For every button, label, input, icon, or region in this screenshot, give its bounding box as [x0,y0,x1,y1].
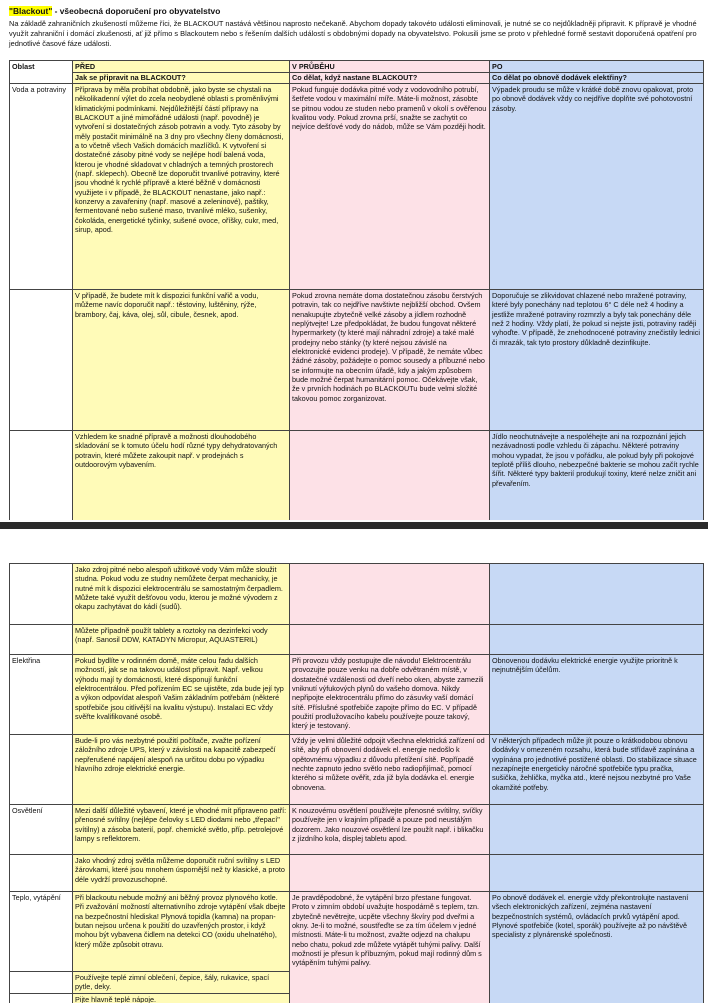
before-cell: Při blackoutu nebude možný ani běžný provoz plynového kotle. Při zvažování možností alternativního zdroje vytápění však dbejte na bezpečnostní hlediska! Plynová topidla (kamna) na propan-butan nejsou určena k použití do uzavřených prostor, i když mohou být vybavena čidlem na detekci CO (oxidu uhelnatého), který může způsobit otravu. [73,892,290,972]
after-cell [490,805,704,855]
table-row [10,892,704,972]
during-cell [290,625,490,655]
during-cell: Pokud funguje dodávka pitné vody z vodovodního potrubí, šetřete vodou v maximální míře. Máte-li možnost, zásobte se pitnou vodou ze studen nebo pramenů v okolí s ověřenou kvalitou vody. Pokud zrovna prší, snažte se zachytit co nejvíce dešťové vody do nádob, může se Vám později hodit. [290,84,490,290]
document-page-2 [0,556,708,1003]
after-cell [490,625,704,655]
table-row [10,655,704,735]
area-cell: Voda a potraviny [10,84,73,290]
table-row [10,855,704,892]
header-area: Oblast [10,61,73,84]
after-cell: Doporučuje se zlikvidovat chlazené nebo mražené potraviny, které byly ponechány nad teplotou 6° C déle než 4 hodiny a jestliže mražené potraviny rozmrzly a byly tak ponechány déle než 2 hodiny. Vždy platí, že pokud si nejste jisti, potraviny raději vyhoďte. V případě, že znehodnocené potraviny znečistily lednici či mrazák, tak tyto prostory důkladně dezinfikujte. [490,290,704,431]
during-cell: Je pravděpodobné, že vytápění brzo přestane fungovat. Proto v zimním období uvažujte hospodárně s teplem, tzn. zbytečně nevětrejte, ucpěte všechny škvíry pod dveřmi a okny. Je-li to možné, soustřeďte se za tím účelem v jedné místnosti. Máte-li tu možnost, zvažte odjezd na chalupu nebo chatu, pokud zde můžete vytápět tuhými palivy. Další možností je přesun k příbuzným, pokud mají rodinný dům s vytápěním tuhými palivy. [290,892,490,1003]
area-cell [10,290,73,431]
recommendations-table [9,60,704,520]
before-cell: Příprava by měla probíhat obdobně, jako byste se chystali na několikadenní výlet do zcela neobydlené oblasti s proměnlivými klimatickými podmínkami. Nejdůležitější částí přípravy na BLACKOUT a jiné mimořádné události (např. povodně) je vytvoření si dostatečných zásob potravin a vody. Tyto zásoby by měly postačit minimálně na 3 dny pro všechny členy domácnosti, a to včetně všech Vašich domácích mazlíčků. K vytvoření si dostatečné zásoby pitné vody se nejlépe hodí balená voda, kterou je vhodné skladovat v chladných a temných prostorech (např. sklepech). Obecně lze doporučit trvanlivé potraviny, které jsou vhodné k rychlé přípravě a které běžně v domácnosti využijete i v případě, že BLACKOUT nenastane, jako např.: konzervy a zavařeniny (např. masové a zeleninové), paštiky, fermentované nebo sušené maso, trvanlivé mléko, sušenky, čokoláda, energetické tyčinky, sušené ovoce, oříšky, cukr, med, sirup, apod. [73,84,290,290]
area-cell: Elektřina [10,655,73,735]
intro-paragraph: Na základě zahraničních zkušeností můžeme říci, že BLACKOUT nastává většinou naprosto nečekaně. Abychom dopady takovéto události eliminovali, je nutné se co nejdůkladněji připravit. K přípravě je vhodné využít zahraniční i domácí zkušenosti, ať již přímo s Blackoutem nebo s řešením dalších událostí s obdobnými dopady na obyvatelstvo. Pokusili jsme se proto v přehledné formě sestavit doporučená opatření pro jednotlivé časové fáze události. [9,19,697,48]
after-cell: Po obnově dodávek el. energie vždy překontrolujte nastavení všech elektronických zařízení, zejména nastavení bezpečnostních systémů, ovládacích prvků vytápění apod. Plynové spotřebiče (kotel, sporák) používejte až po návštěvě specialisty z plynárenské společnosti. [490,892,704,1003]
table-row [10,805,704,855]
recommendations-table-continued [9,563,704,1003]
table-row [10,290,704,431]
table-row [10,735,704,805]
header-after: PO Co dělat po obnově dodávek elektřiny? [490,61,704,84]
page-separator [0,522,708,529]
before-cell: Mezi další důležité vybavení, které je vhodné mít připraveno patří: přenosné svítilny (nejlépe čelovky s LED diodami nebo „třepací" svítilny) a zásoba baterií, popř. chemické světlo, příp. petrolejové lampy s reflektorem. [73,805,290,855]
header-before: PŘED Jak se připravit na BLACKOUT? [73,61,290,84]
after-cell: Výpadek proudu se může v krátké době znovu opakovat, proto po obnově dodávek vždy co nejdříve doplňte své pohotovostní zásoby. [490,84,704,290]
before-cell: Pijte hlavně teplé nápoje. [73,994,290,1003]
after-cell: Jídlo neochutnávejte a nespoléhejte ani na rozpoznání jejich nezávadnosti podle vzhledu či zápachu. Některé potraviny mohou vypadat, že jsou v pořádku, ale pokud byly při pokojové teplotě příliš dlouho, nebezpečné bakterie se mohou začít rychle šířit. Některé typy bakterií produkují toxiny, které nelze zničit ani převařením. [490,431,704,521]
before-cell: Bude-li pro vás nezbytné použití počítače, zvažte pořízení záložního zdroje UPS, který v závislosti na kapacitě zabezpečí nepřerušené napájení alespoň na určitou dobu po výpadku hlavního zdroje elektrické energie. [73,735,290,805]
after-cell: Obnovenou dodávku elektrické energie využijte prioritně k nejnutnějším účelům. [490,655,704,735]
before-cell: V případě, že budete mít k dispozici funkční vařič a vodu, můžeme navíc doporučit např.: těstoviny, luštěniny, rýže, brambory, čaj, káva, olej, sůl, cibule, česnek, apod. [73,290,290,431]
during-cell: Vždy je velmi důležité odpojit všechna elektrická zařízení od sítě, aby při obnovení dodávek el. energie nedošlo k opětovnému výpadku z důvodu přetížení sítě. Popřípadě nechte zapnuto jedno světlo nebo radiopřijímač, pomocí kterého si můžete ověřit, zda již byla dodávka el. energie obnovena. [290,735,490,805]
area-cell: Teplo, vytápění [10,892,73,972]
during-cell [290,564,490,625]
area-cell [10,625,73,655]
table-row [10,431,704,521]
header-during: V PRŮBĚHU Co dělat, když nastane BLACKOUT? [290,61,490,84]
area-cell [10,855,73,892]
before-cell: Jako vhodný zdroj světla můžeme doporučit ruční svítilny s LED žárovkami, které jsou mnohem úspornější než ty klasické, a proto déle vydrží provozuschopné. [73,855,290,892]
during-cell: Pokud zrovna nemáte doma dostatečnou zásobu čerstvých potravin, tak co nejdříve navštivte nejbližší obchod. Ovšem nenakupujte zbytečně velké zásoby a jídlem rozhodně neplýtvejte! Lze předpokládat, že budou fungovat některé hypermarkety (ty které mají náhradní zdroje) a také malé prodejny nebo stánky (ty které nejsou závislé na elektronické evidenci prodeje). V případě, že nemáte vůbec žádné zásoby, požádejte o pomoc sousedy a příbuzné nebo se informujte na obecním úřadě, kdy a jakým způsobem bude možné čerpat humanitární pomoc. Očekávejte však, že v prvních hodinách po BLACKOUTu bude velmi složité takovou pomoc zorganizovat. [290,290,490,431]
area-cell [10,564,73,625]
area-cell [10,431,73,521]
table-row [10,625,704,655]
before-cell: Používejte teplé zimní oblečení, čepice, šály, rukavice, spací pytle, deky. [73,972,290,994]
area-cell [10,994,73,1003]
table-row [10,84,704,290]
after-cell: V některých případech může jít pouze o krátkodobou obnovu dodávky v omezeném rozsahu, která bude střídavě zapínána a vypínána pro jednotlivé postižené oblasti. Do stabilizace situace nezapínejte energeticky náročné spotřebiče typu pračka, sušička, žehlička, myčka atd., které nejsou nezbytné pro Vaše okamžité potřeby. [490,735,704,805]
during-cell [290,855,490,892]
before-cell: Pokud bydlíte v rodinném domě, máte celou řadu dalších možností, jak se na takovou událost připravit. Např. velkou výhodu mají ty domácnosti, které disponují funkční elektrocentrálou. Před pořízením EC se ujistěte, zda bude její typ a výkon odpovídat alespoň Vašim základním potřebám (některé spotřebiče jsou citlivější na kvalitu výstupu). Instalaci EC vždy svěřte kvalifikované osobě. [73,655,290,735]
during-cell: K nouzovému osvětlení používejte přenosné svítilny, svíčky používejte jen v krajním případě a pouze pod neustálým dozorem. Jako nouzové osvětlení lze použít např. i blikačku z jízdního kola, displej tabletu apod. [290,805,490,855]
before-cell: Vzhledem ke snadné přípravě a možnosti dlouhodobého skladování se k tomuto účelu hodí různé typy dehydratovaných potravin, které můžete zakoupit např. v prodejnách s outdoorovým vybavením. [73,431,290,521]
table-row [10,564,704,625]
after-cell [490,564,704,625]
document-title: "Blackout" - všeobecná doporučení pro obyvatelstvo [9,6,221,16]
before-cell: Můžete případně použít tablety a roztoky na dezinfekci vody (např. Sanosil DDW, KATADYN Micropur, AQUASTERIL) [73,625,290,655]
area-cell [10,972,73,994]
area-cell [10,735,73,805]
during-cell [290,431,490,521]
area-cell: Osvětlení [10,805,73,855]
during-cell: Při provozu vždy postupujte dle návodu! Elektrocentrálu provozujte pouze venku na dobře odvětraném místě, v dostatečné vzdálenosti od dveří nebo oken, abyste zamezili vniknutí výfukových plynů do vašeho domova. Nikdy nepřipojte elektrocentrálu přímo do zásuvky vaší domácí sítě. Příslušné spotřebiče zapojte přímo do EC. V případě použití prodlužovacího kabelu používejte pouze takový, který je testovaný. [290,655,490,735]
table-header-row [10,61,704,84]
after-cell [490,855,704,892]
before-cell: Jako zdroj pitné nebo alespoň užitkové vody Vám může sloužit studna. Pokud vodu ze studny nemůžete čerpat mechanicky, je nutné mít k dispozici elektrocentrálu se samostatným čerpadlem. Můžete také využít dešťovou vodu, kterou je možné vývodem z okapu zachytávat do kádí (sudů). [73,564,290,625]
